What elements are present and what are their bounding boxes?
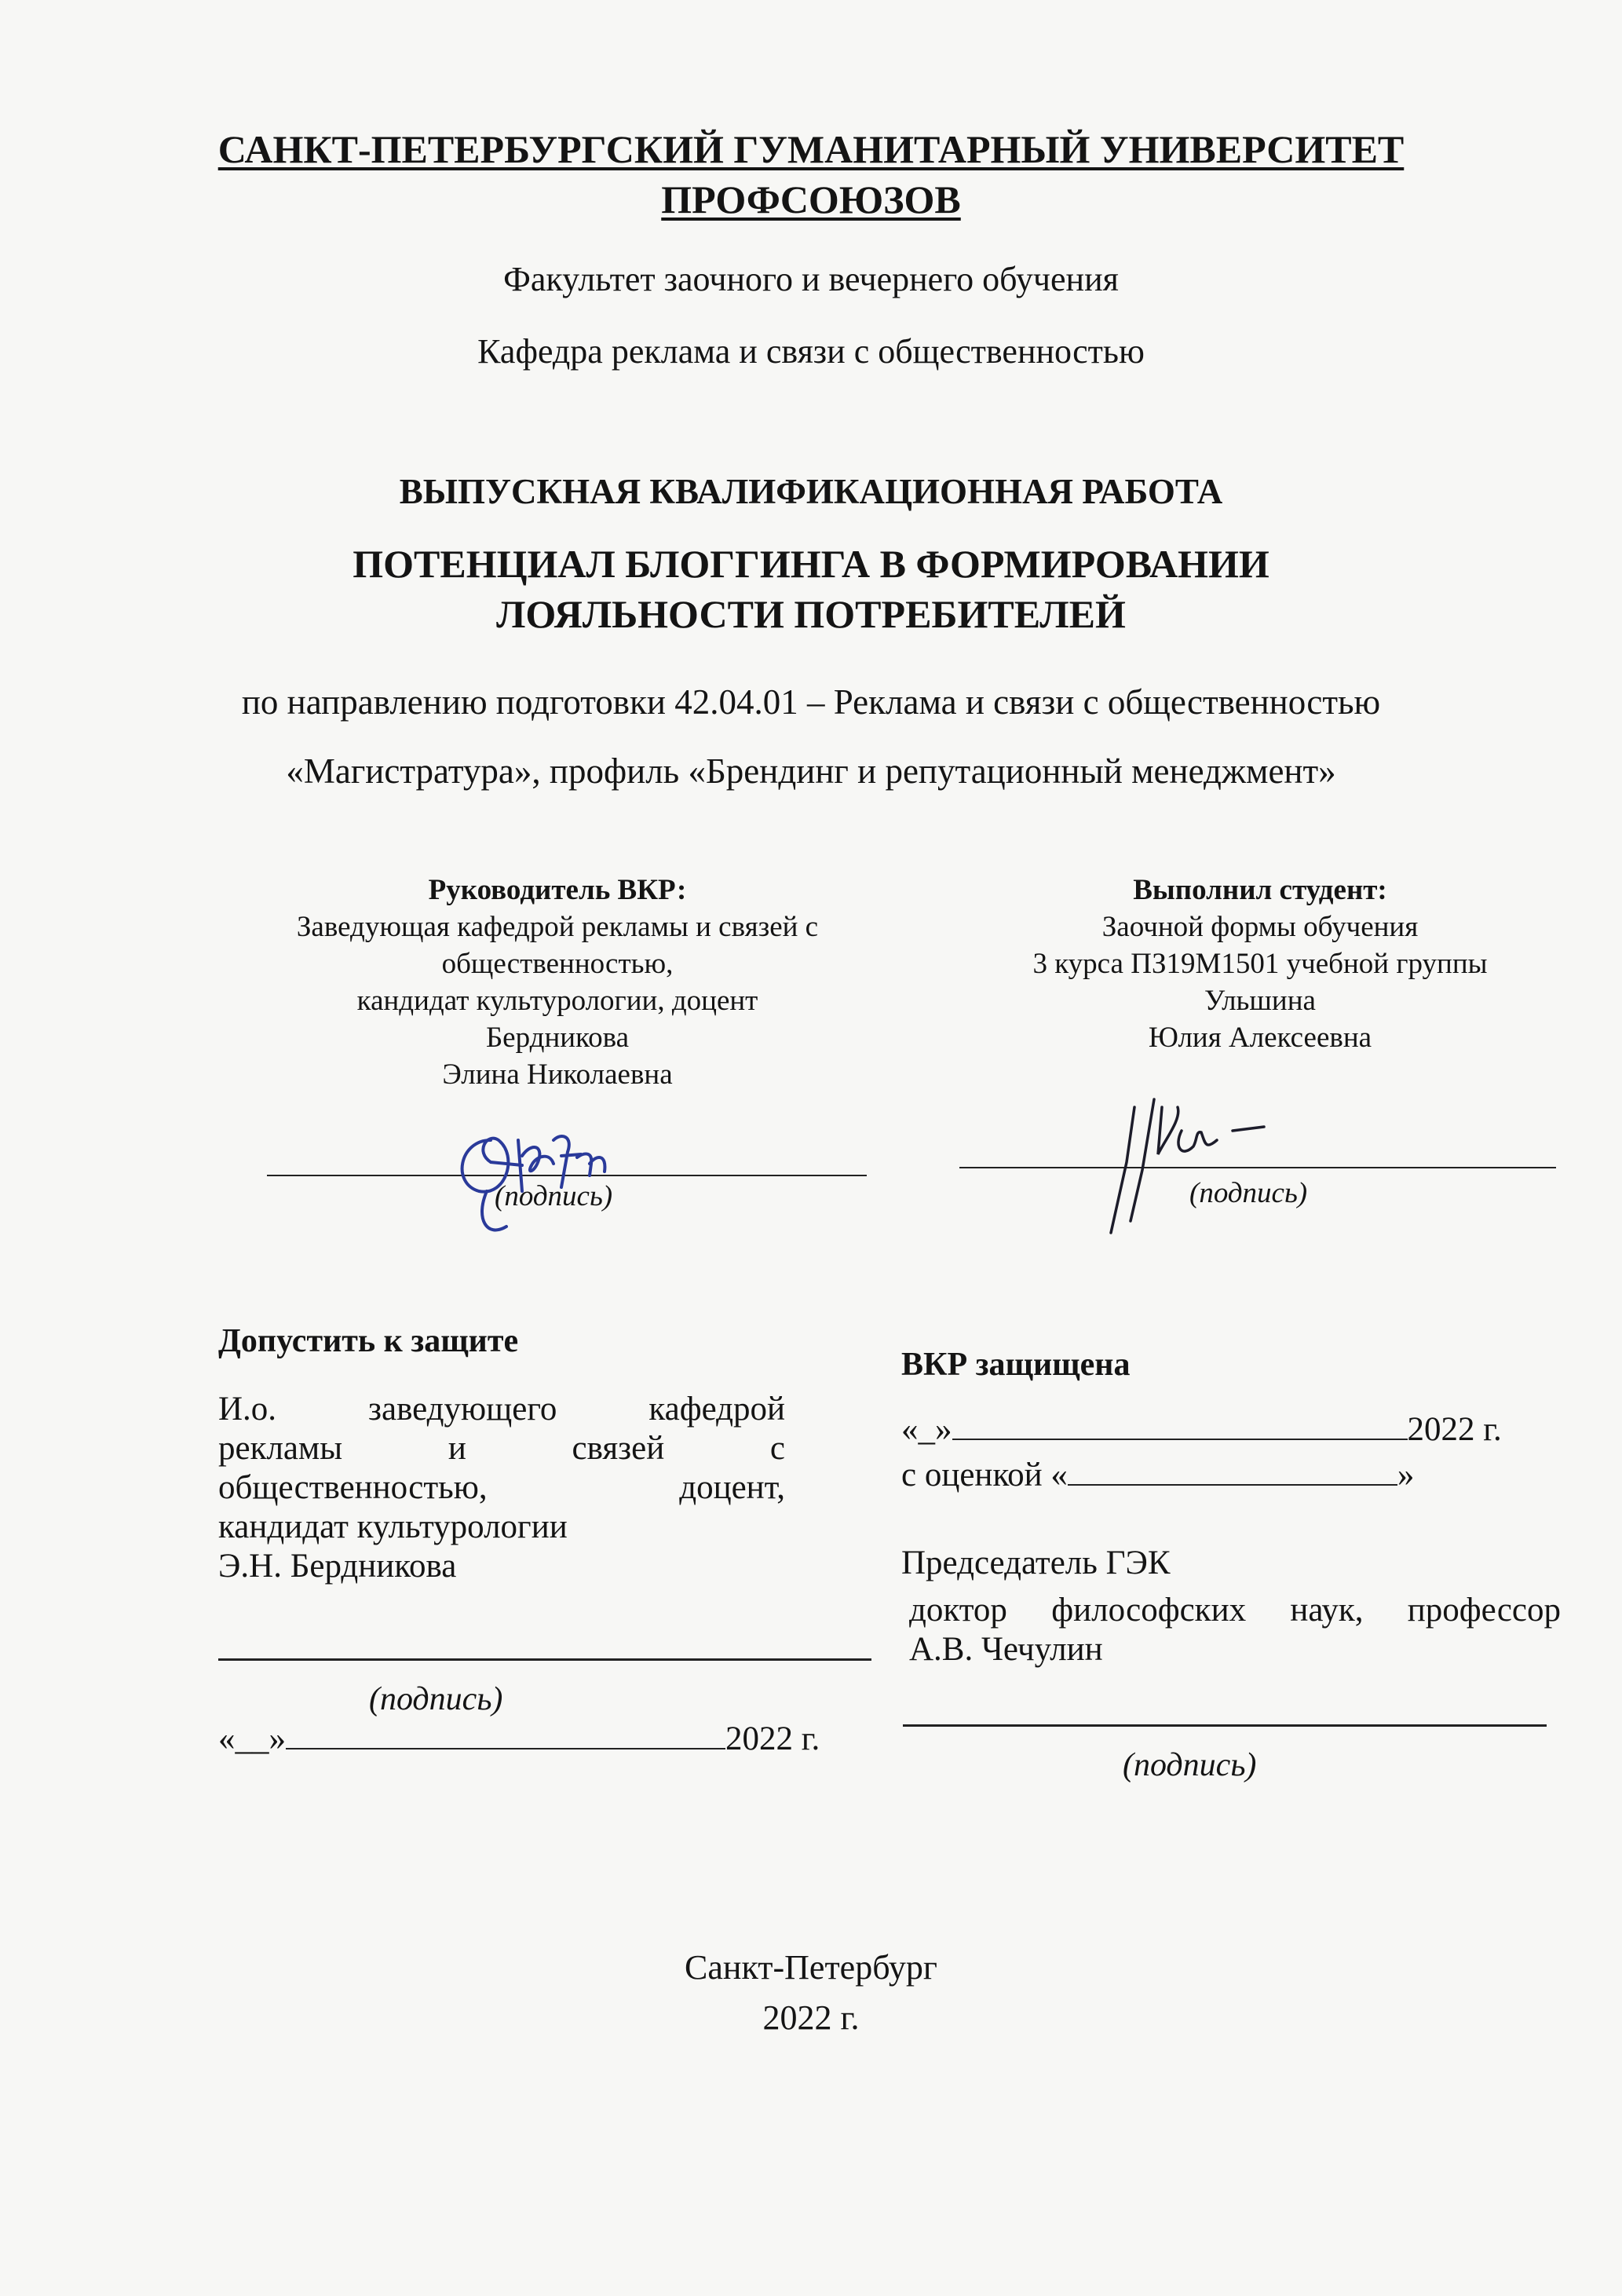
supervisor-line: Бердникова xyxy=(485,1022,630,1054)
defense-date-prefix: «_» xyxy=(901,1411,952,1448)
student-line: Заочной формы обучения xyxy=(1101,911,1419,943)
student-signature-caption: (подпись) xyxy=(1189,1177,1308,1209)
work-title-line-2: ЛОЯЛЬНОСТИ ПОТРЕБИТЕЛЕЙ xyxy=(496,592,1126,636)
supervisor-line: Заведующая кафедрой рекламы и связей с xyxy=(296,911,819,943)
university-line-1: САНКТ-ПЕТЕРБУРГСКИЙ ГУМАНИТАРНЫЙ УНИВЕРСИТЕТ xyxy=(217,127,1405,171)
student-line: Ульшина xyxy=(1204,985,1316,1017)
defense-signature-caption: (подпись) xyxy=(1123,1747,1257,1783)
faculty: Факультет заочного и вечернего обучения xyxy=(503,260,1119,298)
admission-body xyxy=(218,1390,785,1586)
year: 2022 г. xyxy=(762,1998,860,2037)
defense-chair-line: доктор философских наук, профессор xyxy=(909,1592,1561,1629)
admission-date xyxy=(218,1720,820,1759)
defense-chair-line: А.В. Чечулин xyxy=(909,1631,1103,1668)
study-direction: по направлению подготовки 42.04.01 – Реклама и связи с общественностью xyxy=(241,682,1381,722)
city: Санкт-Петербург xyxy=(685,1948,937,1987)
admission-date-prefix: «__» xyxy=(218,1720,286,1757)
supervisor-line: Элина Николаевна xyxy=(442,1058,673,1091)
supervisor-heading: Руководитель ВКР: xyxy=(428,874,687,906)
university-name xyxy=(0,124,1622,225)
supervisor-line: кандидат культурологии, доцент xyxy=(356,985,758,1017)
supervisor-line: общественностью, xyxy=(441,948,674,980)
admission-heading: Допустить к защите xyxy=(218,1323,519,1359)
work-type: ВЫПУСКНАЯ КВАЛИФИКАЦИОННАЯ РАБОТА xyxy=(399,472,1223,511)
admission-date-suffix: 2022 г. xyxy=(725,1720,820,1757)
defense-heading: ВКР защищена xyxy=(901,1347,1131,1383)
defense-date-blank xyxy=(952,1410,1408,1440)
defense-chair-body xyxy=(909,1591,1561,1669)
student-block xyxy=(962,872,1558,1056)
defense-grade-suffix: » xyxy=(1397,1457,1415,1493)
student-signature-icon xyxy=(1087,1084,1291,1241)
supervisor-block xyxy=(243,872,871,1093)
study-profile: «Магистратура», профиль «Брендинг и репутационный менеджмент» xyxy=(286,751,1336,791)
admission-line: рекламы и связей с xyxy=(218,1430,785,1467)
admission-signature-line xyxy=(218,1658,871,1661)
admission-signature-caption: (подпись) xyxy=(369,1681,503,1717)
defense-signature-line xyxy=(903,1724,1547,1727)
work-title xyxy=(0,539,1622,639)
defense-grade-blank xyxy=(1068,1456,1397,1486)
admission-line: кандидат культурологии xyxy=(218,1508,568,1545)
defense-date-suffix: 2022 г. xyxy=(1407,1411,1502,1448)
work-title-line-1: ПОТЕНЦИАЛ БЛОГГИНГА В ФОРМИРОВАНИИ xyxy=(353,542,1269,586)
defense-grade-prefix: с оценкой « xyxy=(901,1457,1068,1493)
defense-grade xyxy=(901,1456,1414,1495)
student-line: Юлия Алексеевна xyxy=(1148,1022,1372,1054)
student-heading: Выполнил студент: xyxy=(1133,874,1387,906)
supervisor-signature-caption: (подпись) xyxy=(495,1180,613,1212)
defense-date xyxy=(901,1410,1502,1450)
department: Кафедра реклама и связи с общественностью xyxy=(477,332,1145,371)
university-line-2: ПРОФСОЮЗОВ xyxy=(661,177,961,221)
student-line: 3 курса ПЗ19М1501 учебной группы xyxy=(1032,948,1488,980)
admission-line: Э.Н. Бердникова xyxy=(218,1548,457,1585)
supervisor-signature-icon xyxy=(444,1109,624,1242)
admission-line: И.о. заведующего кафедрой xyxy=(218,1391,785,1428)
admission-date-blank xyxy=(286,1720,725,1749)
admission-line: общественностью, доцент, xyxy=(218,1469,785,1506)
defense-chair-title: Председатель ГЭК xyxy=(901,1545,1171,1581)
